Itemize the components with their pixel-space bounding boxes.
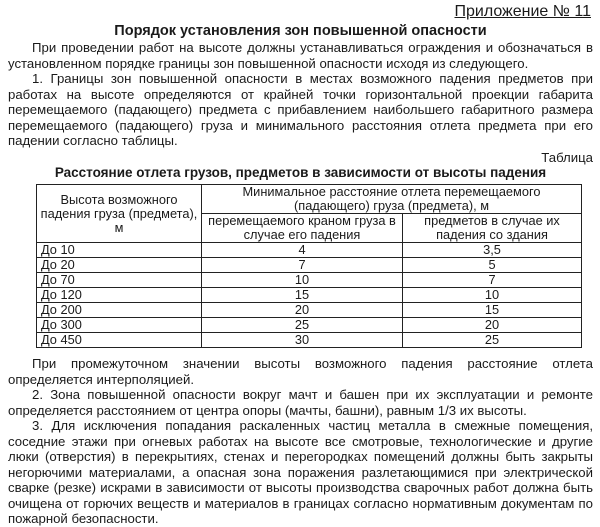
table-row	[37, 303, 582, 318]
cell-crane: 4	[202, 243, 403, 258]
document-page	[8, 2, 593, 527]
cell-height: До 300	[37, 318, 202, 333]
cell-height: До 120	[37, 288, 202, 303]
cell-height: До 200	[37, 303, 202, 318]
appendix-label: Приложение № 11	[454, 3, 591, 20]
cell-height: До 20	[37, 258, 202, 273]
cell-height: До 10	[37, 243, 202, 258]
table-row	[37, 258, 582, 273]
table-row	[37, 288, 582, 303]
header-distance: Минимальное расстояние отлета перемещаемого (падающего) груза (предмета), м	[202, 185, 582, 214]
cell-crane: 7	[202, 258, 403, 273]
cell-building: 3,5	[403, 243, 582, 258]
paragraph-3: 3. Для исключения попадания раскаленных частиц металла в смежные помещения, соседние этажи при огневых работах на высоте все смотровые, технологические и другие люки (отверстия) в перекрытиях, стенах и перегородках помещений должны быть закрыты негорючими материалами, а опасная зона поражения разлетающимися при электрической сварке (резке) искрами в зависимости от высоты производства сварочных работ должна быть очищена от горючих веществ и материалов в границах согласно нормативным документам по пожарной безопасности.	[8, 418, 593, 526]
header-height: Высота возможного падения груза (предмета), м	[37, 185, 202, 243]
cell-building: 20	[403, 318, 582, 333]
cell-height: До 450	[37, 333, 202, 348]
cell-crane: 30	[202, 333, 403, 348]
paragraph-1: 1. Границы зон повышенной опасности в местах возможного падения предметов при работах на высоте определяются от крайней точки горизонтальной проекции габарита перемещаемого (падающего) предмета с прибавлением наибольшего габаритного размера перемещаемого (падающего) груза и минимального расстояния отлета предмета при его падении согласно таблицы.	[8, 71, 593, 148]
paragraph-2: 2. Зона повышенной опасности вокруг мачт и башен при их эксплуатации и ремонте определяется расстоянием от центра опоры (мачты, башни), равным 1/3 их высоты.	[8, 387, 593, 418]
header-crane: перемещаемого краном груза в случае его падения	[202, 214, 403, 243]
table-row	[37, 243, 582, 258]
table-row	[37, 273, 582, 288]
cell-building: 15	[403, 303, 582, 318]
table-title: Расстояние отлета грузов, предметов в зависимости от высоты падения	[54, 165, 547, 180]
intro-paragraph: При проведении работ на высоте должны устанавливаться ограждения и обозначаться в установленном порядке границы зон повышенной опасности исходя из следующего.	[8, 40, 593, 71]
cell-crane: 25	[202, 318, 403, 333]
cell-building: 7	[403, 273, 582, 288]
cell-crane: 20	[202, 303, 403, 318]
after-table-paragraph: При промежуточном значении высоты возможного падения расстояние отлета определяется интерполяцией.	[8, 356, 593, 387]
table-row	[37, 333, 582, 348]
table-row	[37, 318, 582, 333]
cell-building: 5	[403, 258, 582, 273]
cell-crane: 15	[202, 288, 403, 303]
table-label: Таблица	[541, 149, 593, 165]
cell-building: 10	[403, 288, 582, 303]
distance-table	[36, 184, 582, 348]
cell-crane: 10	[202, 273, 403, 288]
table-body	[37, 243, 582, 348]
cell-building: 25	[403, 333, 582, 348]
header-building: предметов в случае их падения со здания	[403, 214, 582, 243]
cell-height: До 70	[37, 273, 202, 288]
document-title: Порядок установления зон повышенной опасности	[114, 23, 487, 39]
